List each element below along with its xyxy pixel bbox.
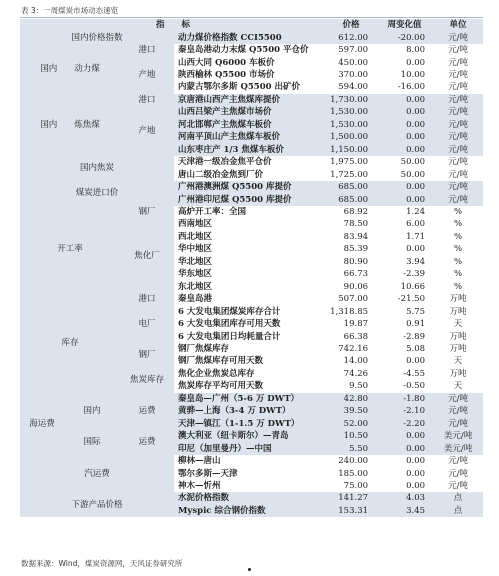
unit-cell: 元/吨: [433, 69, 483, 81]
category-cell: 焦炭库存: [120, 368, 174, 393]
price-cell: 52.00: [326, 418, 376, 430]
indicator-cell: 山西大同 Q6000 车板价: [174, 56, 326, 68]
price-cell: 83.94: [326, 231, 376, 243]
indicator-cell: 陕西榆林 Q5500 市场价: [174, 69, 326, 81]
indicator-cell: 水泥价格指数: [174, 492, 326, 504]
table-row: [20, 393, 483, 405]
indicator-cell: 秦皇岛港动力末煤 Q5500 平仓价: [174, 44, 326, 56]
indicator-cell: 京唐港山西产主焦煤库提价: [174, 94, 326, 106]
unit-cell: 元/吨: [433, 181, 483, 193]
header-row: [20, 19, 483, 31]
change-cell: 5.08: [376, 343, 433, 355]
indicator-cell: Myspic 综合钢价指数: [174, 505, 326, 517]
price-cell: 1,730.00: [326, 94, 376, 106]
category-cell: 海运费: [20, 393, 64, 455]
price-cell: 594.00: [326, 81, 376, 93]
price-cell: 685.00: [326, 193, 376, 205]
category-cell: 国内价格指数: [20, 31, 174, 43]
category-cell: 国内焦炭: [20, 156, 174, 181]
indicator-cell: 唐山二级冶金焦到厂价: [174, 168, 326, 180]
price-cell: 612.00: [326, 31, 376, 43]
category-cell: 产地: [120, 56, 174, 93]
table-row: [20, 455, 483, 467]
indicator-cell: 6 大发电集团库存可用天数: [174, 318, 326, 330]
unit-cell: 元/吨: [433, 467, 483, 479]
category-cell: 运费: [120, 430, 174, 455]
change-cell: 10.66: [376, 281, 433, 293]
coal-market-table: [20, 19, 483, 517]
price-cell: 39.50: [326, 405, 376, 417]
table-row: [20, 156, 483, 168]
indicator-cell: 秦皇岛港: [174, 293, 326, 305]
price-cell: 141.27: [326, 492, 376, 504]
change-cell: 0.00: [376, 119, 433, 131]
price-cell: 19.87: [326, 318, 376, 330]
change-cell: 0.00: [376, 430, 433, 442]
price-cell: 1,725.00: [326, 168, 376, 180]
change-cell: 8.00: [376, 44, 433, 56]
change-cell: 1.24: [376, 206, 433, 218]
table-row: [20, 430, 483, 442]
price-cell: 1,500.00: [326, 131, 376, 143]
header-change: 周变化值: [376, 19, 433, 31]
change-cell: -2.20: [376, 418, 433, 430]
price-cell: 74.26: [326, 368, 376, 380]
price-cell: 685.00: [326, 181, 376, 193]
table-row: [20, 94, 483, 106]
table-row: [20, 492, 483, 504]
header-unit: 单位: [433, 19, 483, 31]
change-cell: -21.50: [376, 293, 433, 305]
price-cell: 66.38: [326, 330, 376, 342]
price-cell: 450.00: [326, 56, 376, 68]
price-cell: 1,150.00: [326, 144, 376, 156]
indicator-cell: 河北邯郸产主焦煤车板价: [174, 119, 326, 131]
price-cell: 90.06: [326, 281, 376, 293]
indicator-cell: 华中地区: [174, 243, 326, 255]
price-cell: 1,318.85: [326, 305, 376, 317]
unit-cell: %: [433, 231, 483, 243]
price-cell: 185.00: [326, 467, 376, 479]
indicator-cell: 华东地区: [174, 268, 326, 280]
unit-cell: 点: [433, 505, 483, 517]
price-cell: 5.50: [326, 442, 376, 454]
indicator-cell: 天津港一级冶金焦平仓价: [174, 156, 326, 168]
price-cell: 240.00: [326, 455, 376, 467]
unit-cell: 万吨: [433, 293, 483, 305]
table-row: [20, 31, 483, 43]
unit-cell: 元/吨: [433, 393, 483, 405]
source-note: 数据来源：Wind，煤炭资源网，天风证券研究所: [21, 559, 183, 568]
change-cell: 50.00: [376, 156, 433, 168]
indicator-cell: 神木—忻州: [174, 480, 326, 492]
unit-cell: 元/吨: [433, 119, 483, 131]
category-cell: 焦化厂: [120, 218, 174, 293]
change-cell: 0.00: [376, 467, 433, 479]
change-cell: -20.00: [376, 31, 433, 43]
category-cell: 煤炭进口价: [20, 181, 174, 206]
unit-cell: %: [433, 256, 483, 268]
unit-cell: 天: [433, 318, 483, 330]
unit-cell: 元/吨: [433, 94, 483, 106]
unit-cell: 元/吨: [433, 480, 483, 492]
change-cell: 50.00: [376, 168, 433, 180]
header-indicator: 指 标: [20, 19, 326, 31]
indicator-cell: 西南地区: [174, 218, 326, 230]
change-cell: 0.91: [376, 318, 433, 330]
change-cell: 0.00: [376, 56, 433, 68]
table-row: [20, 44, 483, 56]
price-cell: 10.50: [326, 430, 376, 442]
category-cell: 钢厂: [120, 206, 174, 218]
change-cell: 0.00: [376, 243, 433, 255]
change-cell: 0.00: [376, 144, 433, 156]
unit-cell: 元/吨: [433, 106, 483, 118]
indicator-cell: 高炉开工率：全国: [174, 206, 326, 218]
unit-cell: 元/吨: [433, 144, 483, 156]
change-cell: 0.00: [376, 181, 433, 193]
category-cell: 运费: [120, 393, 174, 430]
change-cell: 0.00: [376, 442, 433, 454]
unit-cell: 元/吨: [433, 31, 483, 43]
unit-cell: 元/吨: [433, 156, 483, 168]
indicator-cell: 6 大发电集团日均耗量合计: [174, 330, 326, 342]
unit-cell: %: [433, 218, 483, 230]
unit-cell: 元/吨: [433, 405, 483, 417]
indicator-cell: 广州港澳洲煤 Q5500 库提价: [174, 181, 326, 193]
price-cell: 507.00: [326, 293, 376, 305]
table-row: [20, 181, 483, 193]
indicator-cell: 印尼（加里曼丹）—中国: [174, 442, 326, 454]
price-cell: 9.50: [326, 380, 376, 392]
price-cell: 75.00: [326, 480, 376, 492]
unit-cell: 美元/吨: [433, 442, 483, 454]
category-cell: 国内: [64, 393, 120, 430]
change-cell: -0.50: [376, 380, 433, 392]
indicator-cell: 鄂尔多斯—天津: [174, 467, 326, 479]
table-caption: 表 3：一周煤炭市场动态速览: [21, 6, 119, 15]
price-cell: 78.50: [326, 218, 376, 230]
unit-cell: 元/吨: [433, 56, 483, 68]
table-row: [20, 293, 483, 305]
unit-cell: 万吨: [433, 368, 483, 380]
change-cell: 0.00: [376, 106, 433, 118]
indicator-cell: 澳大利亚（纽卡斯尔）—青岛: [174, 430, 326, 442]
unit-cell: 天: [433, 355, 483, 367]
indicator-cell: 东北地区: [174, 281, 326, 293]
change-cell: 3.45: [376, 505, 433, 517]
unit-cell: 元/吨: [433, 81, 483, 93]
change-cell: 3.94: [376, 256, 433, 268]
category-cell: 港口: [120, 293, 174, 305]
change-cell: 0.00: [376, 455, 433, 467]
price-cell: 742.16: [326, 343, 376, 355]
category-cell: 港口: [120, 94, 174, 106]
price-cell: 597.00: [326, 44, 376, 56]
indicator-cell: 柳林—唐山: [174, 455, 326, 467]
indicator-cell: 山西吕梁产主焦煤市场价: [174, 106, 326, 118]
change-cell: 0.00: [376, 94, 433, 106]
unit-cell: 元/吨: [433, 131, 483, 143]
indicator-cell: 广州港印尼煤 Q5500 库提价: [174, 193, 326, 205]
indicator-cell: 钢厂焦煤库存: [174, 343, 326, 355]
unit-cell: 万吨: [433, 343, 483, 355]
price-cell: 1,530.00: [326, 119, 376, 131]
price-cell: 85.39: [326, 243, 376, 255]
unit-cell: %: [433, 243, 483, 255]
unit-cell: 点: [433, 492, 483, 504]
caption-divider: [20, 17, 483, 18]
change-cell: 0.00: [376, 355, 433, 367]
page-marker: [248, 568, 251, 571]
price-cell: 370.00: [326, 69, 376, 81]
change-cell: 1.71: [376, 231, 433, 243]
change-cell: -2.10: [376, 405, 433, 417]
header-price: 价格: [326, 19, 376, 31]
unit-cell: 万吨: [433, 305, 483, 317]
change-cell: -1.80: [376, 393, 433, 405]
change-cell: 0.00: [376, 131, 433, 143]
indicator-cell: 西北地区: [174, 231, 326, 243]
unit-cell: 元/吨: [433, 455, 483, 467]
indicator-cell: 焦炭库存平均可用天数: [174, 380, 326, 392]
price-cell: 153.31: [326, 505, 376, 517]
indicator-cell: 华北地区: [174, 256, 326, 268]
price-cell: 80.90: [326, 256, 376, 268]
change-cell: 6.00: [376, 218, 433, 230]
table-row: [20, 206, 483, 218]
indicator-cell: 河南平顶山产主焦煤车板价: [174, 131, 326, 143]
unit-cell: 元/吨: [433, 44, 483, 56]
change-cell: -2.39: [376, 268, 433, 280]
indicator-cell: 天津—镇江（1-1.5 万 DWT）: [174, 418, 326, 430]
unit-cell: 天: [433, 380, 483, 392]
change-cell: 10.00: [376, 69, 433, 81]
category-cell: 库存: [20, 293, 120, 393]
unit-cell: 元/吨: [433, 168, 483, 180]
category-cell: 港口: [120, 44, 174, 56]
price-cell: 42.80: [326, 393, 376, 405]
price-cell: 14.00: [326, 355, 376, 367]
change-cell: 0.00: [376, 193, 433, 205]
unit-cell: %: [433, 281, 483, 293]
change-cell: -16.00: [376, 81, 433, 93]
price-cell: 1,975.00: [326, 156, 376, 168]
category-cell: 国际: [64, 430, 120, 455]
category-cell: 汽运费: [20, 455, 174, 492]
unit-cell: %: [433, 206, 483, 218]
price-cell: 1,530.00: [326, 106, 376, 118]
category-cell: 下游产品价格: [20, 492, 174, 517]
category-cell: 国内 动力煤: [20, 44, 120, 94]
category-cell: 开工率: [20, 206, 120, 293]
indicator-cell: 动力煤价格指数 CCI5500: [174, 31, 326, 43]
change-cell: 5.75: [376, 305, 433, 317]
indicator-cell: 秦皇岛—广州（5-6 万 DWT）: [174, 393, 326, 405]
indicator-cell: 钢厂焦煤库存可用天数: [174, 355, 326, 367]
change-cell: 0.00: [376, 480, 433, 492]
category-cell: 国内 炼焦煤: [20, 94, 120, 156]
indicator-cell: 山东枣庄产 1/3 焦煤车板价: [174, 144, 326, 156]
change-cell: 4.03: [376, 492, 433, 504]
price-cell: 66.73: [326, 268, 376, 280]
indicator-cell: 内蒙古鄂尔多斯 Q5500 出矿价: [174, 81, 326, 93]
category-cell: 电厂: [120, 305, 174, 342]
category-cell: 产地: [120, 106, 174, 156]
change-cell: -4.55: [376, 368, 433, 380]
indicator-cell: 黄骅—上海（3-4 万 DWT）: [174, 405, 326, 417]
unit-cell: %: [433, 268, 483, 280]
unit-cell: 万吨: [433, 330, 483, 342]
category-cell: 钢厂: [120, 343, 174, 368]
indicator-cell: 焦化企业焦炭总库存: [174, 368, 326, 380]
unit-cell: 元/吨: [433, 418, 483, 430]
indicator-cell: 6 大发电集团煤炭库存合计: [174, 305, 326, 317]
price-cell: 68.92: [326, 206, 376, 218]
unit-cell: 美元/吨: [433, 430, 483, 442]
change-cell: -2.89: [376, 330, 433, 342]
unit-cell: 元/吨: [433, 193, 483, 205]
